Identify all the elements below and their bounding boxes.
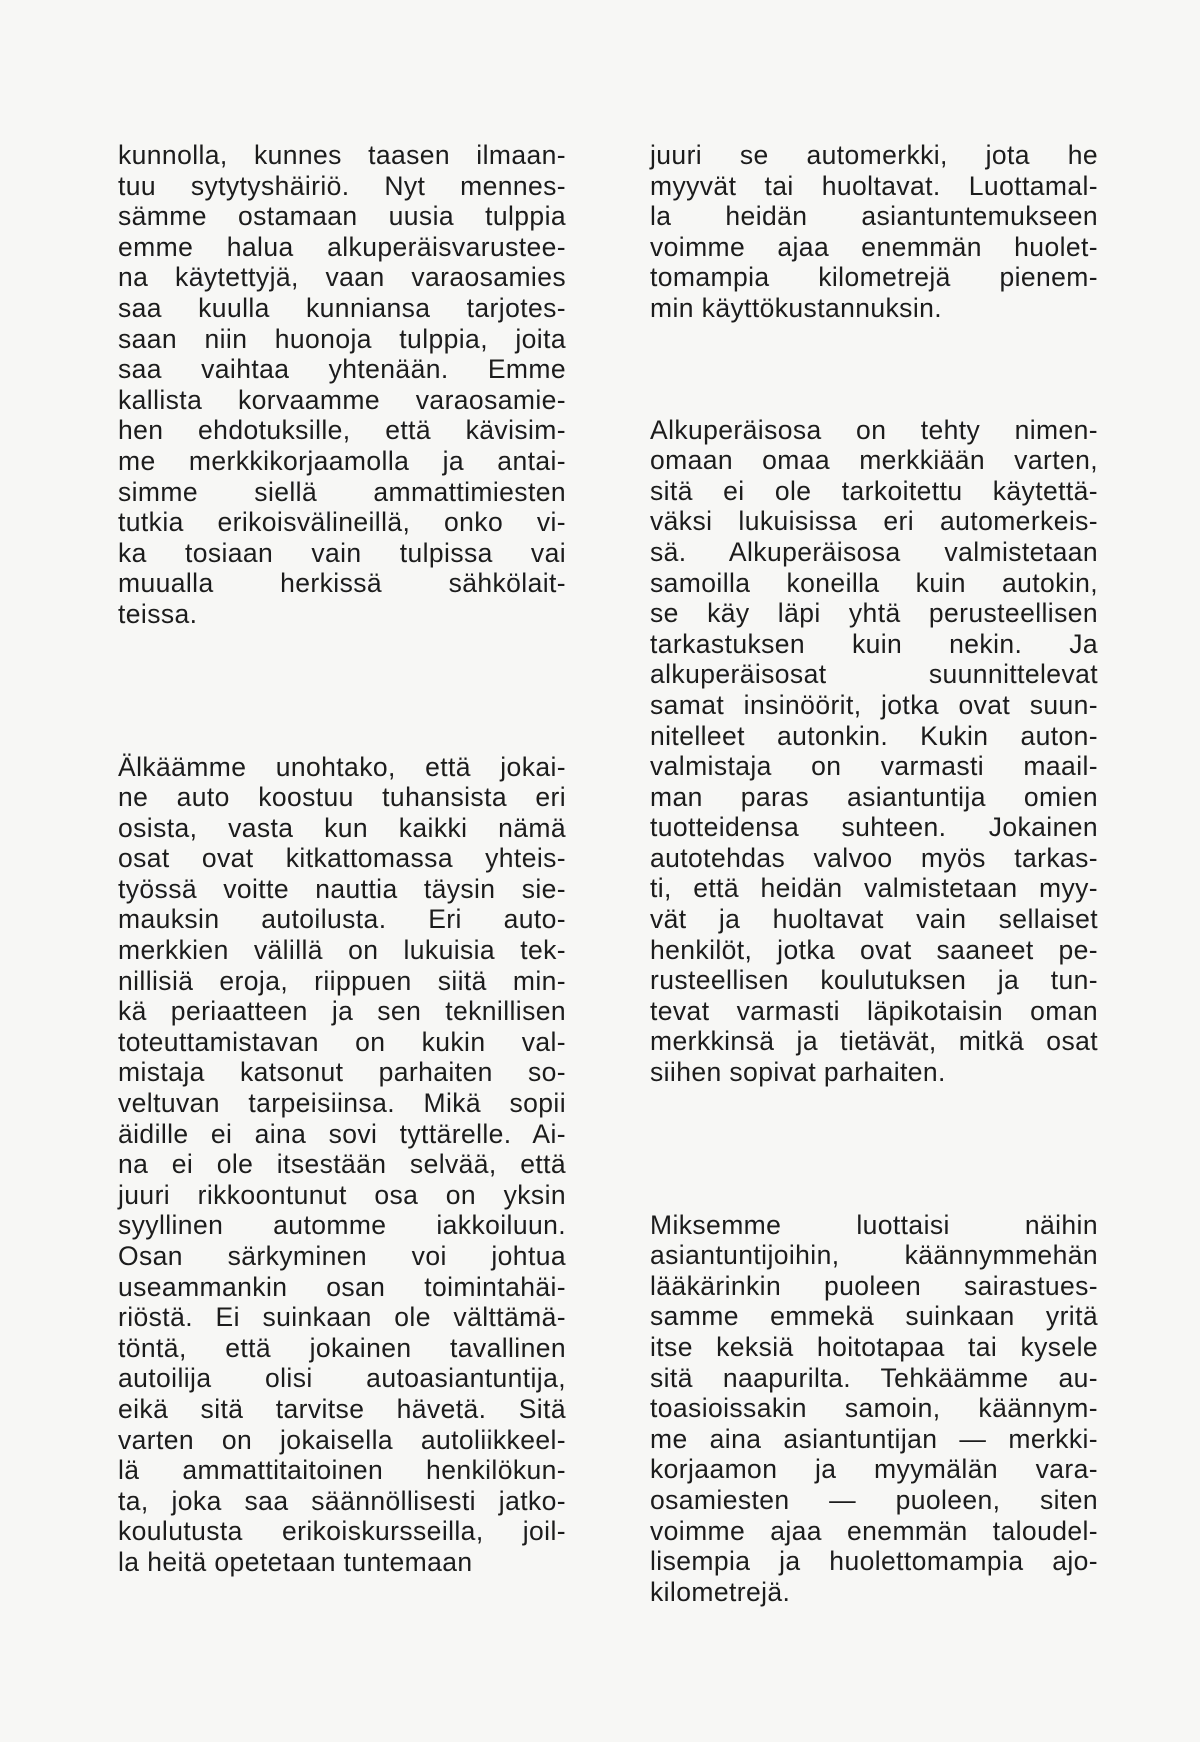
text-line: saan niin huonoja tulppia, joita xyxy=(118,323,566,354)
text-line: asiantuntijoihin, käännymmehän xyxy=(650,1240,1098,1271)
text-line: töntä, että jokainen tavallinen xyxy=(118,1332,566,1363)
text-line: voimme ajaa enemmän taloudel- xyxy=(650,1515,1098,1546)
text-line: mauksin autoilusta. Eri auto- xyxy=(118,904,566,935)
text-line: na käytettyjä, vaan varaosamies xyxy=(118,262,566,293)
text-line: lisempia ja huolettomampia ajo- xyxy=(650,1546,1098,1577)
text-line: kallista korvaamme varaosamie- xyxy=(118,384,566,415)
text-line: me merkkikorjaamolla ja antai- xyxy=(118,445,566,476)
text-line: se käy läpi yhtä perusteellisen xyxy=(650,598,1098,629)
text-line: sä. Alkuperäisosa valmistetaan xyxy=(650,536,1098,567)
text-line: saa vaihtaa yhtenään. Emme xyxy=(118,354,566,385)
text-line: alkuperäisosat suunnittelevat xyxy=(650,659,1098,690)
text-line: nitelleet autonkin. Kukin auton- xyxy=(650,720,1098,751)
text-line: juuri rikkoontunut osa on yksin xyxy=(118,1179,566,1210)
text-line: sämme ostamaan uusia tulppia xyxy=(118,201,566,232)
text-line: työssä voitte nauttia täysin sie- xyxy=(118,873,566,904)
text-line: merkkien välillä on lukuisia tek- xyxy=(118,935,566,966)
text-line: toasioissakin samoin, käännym- xyxy=(650,1393,1098,1424)
text-line: hen ehdotuksille, että kävisim- xyxy=(118,415,566,446)
left-text-column xyxy=(118,140,566,1578)
text-line: me aina asiantuntijan — merkki- xyxy=(650,1423,1098,1454)
text-line: voimme ajaa enemmän huolet- xyxy=(650,231,1098,262)
text-line: sitä ei ole tarkoitettu käytettä- xyxy=(650,475,1098,506)
text-line: useammankin osan toimintahäi- xyxy=(118,1271,566,1302)
text-line: Alkuperäisosa on tehty nimen- xyxy=(650,414,1098,445)
text-line: la heitä opetetaan tuntemaan xyxy=(118,1546,473,1577)
text-line: siihen sopivat parhaiten. xyxy=(650,1057,946,1088)
text-line: toteuttamistavan on kukin val- xyxy=(118,1026,566,1057)
text-line: henkilöt, jotka ovat saaneet pe- xyxy=(650,934,1098,965)
left-paragraph-1 xyxy=(118,140,566,630)
text-line: autotehdas valvoo myös tarkas- xyxy=(650,842,1098,873)
text-line: ne auto koostuu tuhansista eri xyxy=(118,782,566,813)
text-line: min käyttökustannuksin. xyxy=(650,292,943,323)
text-line: osat ovat kitkattomassa yhteis- xyxy=(118,843,566,874)
left-paragraph-2 xyxy=(118,752,566,1578)
right-paragraph-2 xyxy=(650,415,1098,1088)
text-line: rusteellisen koulutuksen ja tun- xyxy=(650,965,1098,996)
text-line: lä ammattitaitoinen henkilökun- xyxy=(118,1455,566,1486)
text-line: itse keksiä hoitotapaa tai kysele xyxy=(650,1332,1098,1362)
text-line: la heidän asiantuntemukseen xyxy=(650,201,1098,232)
text-line: autoilija olisi autoasiantuntija, xyxy=(118,1363,566,1394)
text-line: na ei ole itsestään selvää, että xyxy=(118,1149,566,1180)
text-line: äidille ei aina sovi tyttärelle. Ai- xyxy=(118,1118,566,1149)
text-line: myyvät tai huoltavat. Luottamal- xyxy=(650,170,1098,201)
text-line: tutkia erikoisvälineillä, onko vi- xyxy=(118,507,566,538)
text-line: kilometrejä. xyxy=(650,1576,791,1607)
text-line: tevat varmasti läpikotaisin oman xyxy=(650,995,1098,1026)
right-text-column xyxy=(650,140,1098,1607)
text-line: korjaamon ja myymälän vara- xyxy=(650,1454,1098,1485)
text-line: nillisiä eroja, riippuen siitä min- xyxy=(118,965,566,996)
text-line: riöstä. Ei suinkaan ole välttämä- xyxy=(118,1302,566,1333)
text-line: väksi lukuisissa eri automerkeis- xyxy=(650,506,1098,537)
text-line: simme siellä ammattimiesten xyxy=(118,476,566,507)
text-line: kunnolla, kunnes taasen ilmaan- xyxy=(118,140,566,170)
text-line: osamiesten — puoleen, siten xyxy=(650,1484,1098,1515)
text-line: lääkärinkin puoleen sairastues- xyxy=(650,1270,1098,1301)
text-line: teissa. xyxy=(118,598,198,629)
text-line: merkkinsä ja tietävät, mitkä osat xyxy=(650,1026,1098,1057)
text-line: tuu sytytyshäiriö. Nyt mennes- xyxy=(118,170,566,201)
text-line: omaan omaa merkkiään varten, xyxy=(650,445,1098,476)
text-line: Osan särkyminen voi johtua xyxy=(118,1241,566,1271)
text-line: tarkastuksen kuin nekin. Ja xyxy=(650,628,1098,659)
right-paragraph-3 xyxy=(650,1210,1098,1608)
text-line: vät ja huoltavat vain sellaiset xyxy=(650,904,1098,935)
text-line: koulutusta erikoiskursseilla, joil- xyxy=(118,1516,566,1547)
text-line: valmistaja on varmasti maail- xyxy=(650,751,1098,782)
text-line: samat insinöörit, jotka ovat suun- xyxy=(650,689,1098,720)
text-line: eikä sitä tarvitse hävetä. Sitä xyxy=(118,1393,566,1424)
text-line: osista, vasta kun kaikki nämä xyxy=(118,812,566,843)
text-line: emme halua alkuperäisvarustee- xyxy=(118,231,566,262)
text-line: ka tosiaan vain tulpissa vai xyxy=(118,537,566,568)
text-line: Miksemme luottaisi näihin xyxy=(650,1209,1098,1240)
text-line: syyllinen automme iakkoiluun. xyxy=(118,1210,566,1241)
text-line: kä periaatteen ja sen teknillisen xyxy=(118,996,566,1027)
text-line: samoilla koneilla kuin autokin, xyxy=(650,567,1098,598)
text-line: ti, että heidän valmistetaan myy- xyxy=(650,873,1098,904)
text-line: samme emmekä suinkaan yritä xyxy=(650,1301,1098,1332)
text-line: tomampia kilometrejä pienem- xyxy=(650,262,1098,293)
text-line: sitä naapurilta. Tehkäämme au- xyxy=(650,1362,1098,1393)
text-line: saa kuulla kunniansa tarjotes- xyxy=(118,292,566,323)
text-line: Älkäämme unohtako, että jokai- xyxy=(118,751,566,782)
text-line: tuotteidensa suhteen. Jokainen xyxy=(650,812,1098,843)
text-line: mistaja katsonut parhaiten so- xyxy=(118,1057,566,1088)
right-paragraph-1 xyxy=(650,140,1098,324)
text-line: veltuvan tarpeisiinsa. Mikä sopii xyxy=(118,1088,566,1119)
text-line: man paras asiantuntija omien xyxy=(650,781,1098,812)
text-line: muualla herkissä sähkölait- xyxy=(118,568,566,599)
text-line: varten on jokaisella autoliikkeel- xyxy=(118,1424,566,1455)
text-line: juuri se automerkki, jota he xyxy=(650,140,1098,170)
text-line: ta, joka saa säännöllisesti jatko- xyxy=(118,1485,566,1516)
